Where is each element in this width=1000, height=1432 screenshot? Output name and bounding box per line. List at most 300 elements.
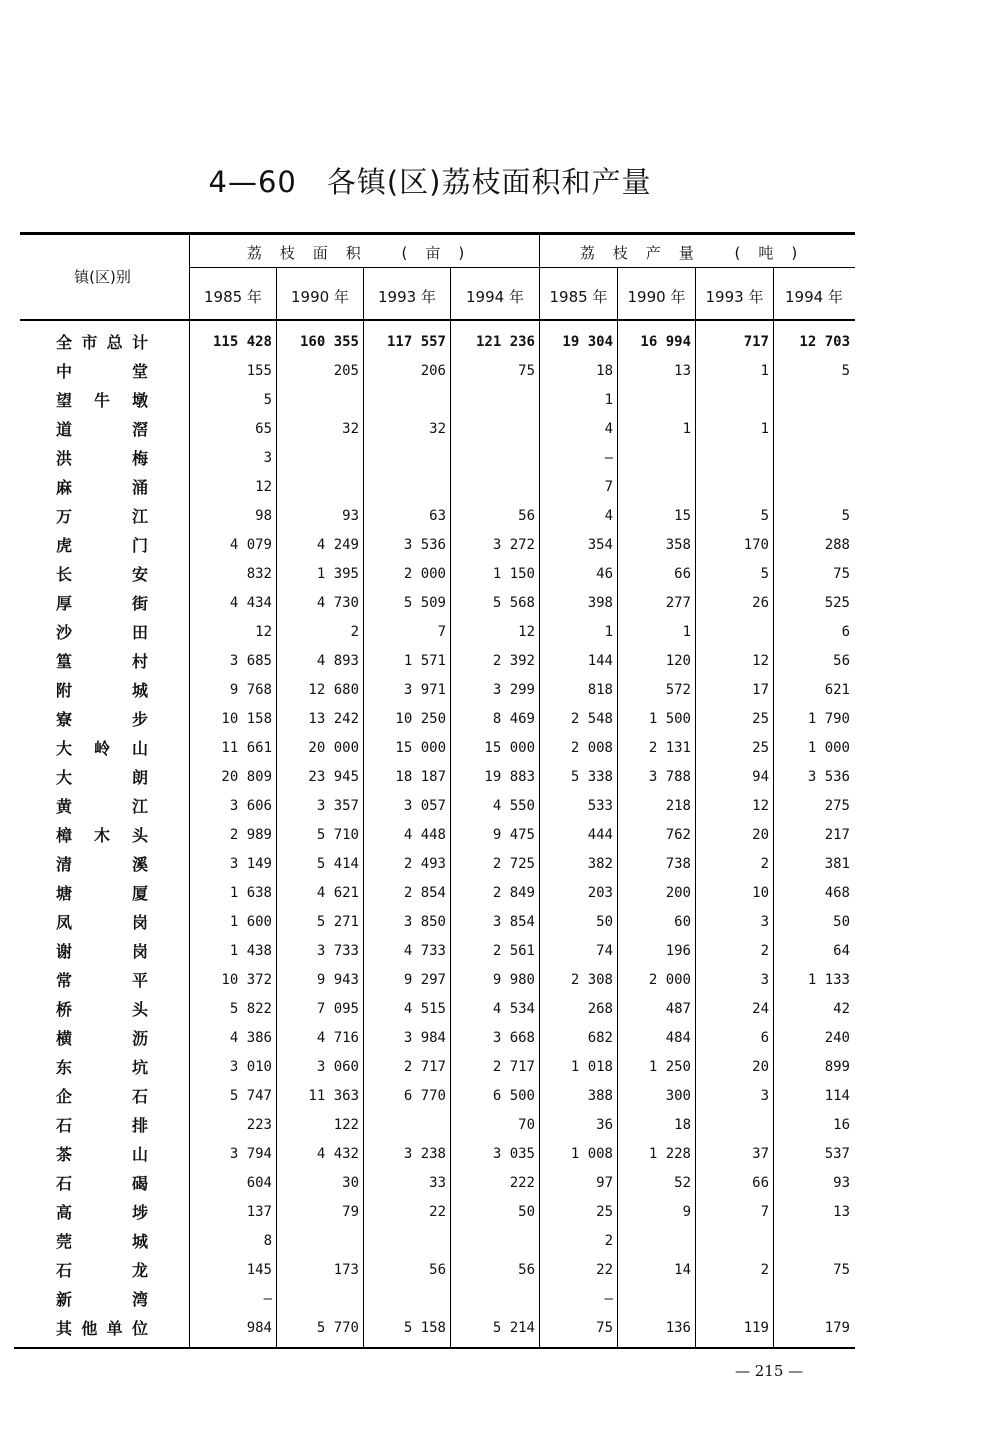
town-name: 樟 木 头 (56, 826, 148, 845)
table-row (0, 502, 860, 531)
value-cell: 382 (587, 856, 613, 872)
value-cell: 381 (824, 856, 850, 872)
value-cell: 3 854 (492, 914, 535, 930)
value-cell: 12 (255, 624, 272, 640)
value-cell: 5 509 (403, 595, 446, 611)
table-row (0, 386, 860, 415)
value-cell: 444 (587, 827, 613, 843)
value-cell: 2 717 (403, 1059, 446, 1075)
value-cell: 5 710 (316, 827, 359, 843)
value-cell: 2 000 (403, 566, 446, 582)
table-row (0, 1053, 860, 1082)
value-cell: 682 (587, 1030, 613, 1046)
value-cell: 10 (752, 885, 769, 901)
value-cell: 93 (342, 508, 359, 524)
value-cell: 1 638 (229, 885, 272, 901)
value-cell: 1 228 (648, 1146, 691, 1162)
value-cell: 74 (596, 943, 613, 959)
year-header: 1993 年 (378, 288, 436, 306)
value-cell: 3 984 (403, 1030, 446, 1046)
value-cell: 97 (596, 1175, 613, 1191)
town-name: 高 埗 (56, 1203, 148, 1222)
table-row (0, 966, 860, 995)
value-cell: 12 703 (799, 334, 850, 350)
town-name: 虎 门 (56, 536, 148, 555)
top-rule (20, 232, 855, 235)
value-cell: 4 550 (492, 798, 535, 814)
value-cell: 1 500 (648, 711, 691, 727)
value-cell: 4 448 (403, 827, 446, 843)
value-cell: 3 238 (403, 1146, 446, 1162)
value-cell: 18 (674, 1117, 691, 1133)
value-cell: 160 355 (299, 334, 359, 350)
value-cell: 3 060 (316, 1059, 359, 1075)
table-row (0, 908, 860, 937)
value-cell: 738 (665, 856, 691, 872)
town-name: 万 江 (56, 507, 148, 526)
town-name: 大 朗 (56, 768, 148, 787)
value-cell: 3 536 (403, 537, 446, 553)
value-cell: 11 661 (221, 740, 272, 756)
value-cell: 63 (429, 508, 446, 524)
value-cell: 484 (665, 1030, 691, 1046)
value-cell: 30 (342, 1175, 359, 1191)
value-cell: 2 (760, 1262, 769, 1278)
value-cell: 66 (752, 1175, 769, 1191)
value-cell: 5 (841, 363, 850, 379)
town-name: 桥 头 (56, 1000, 148, 1019)
value-cell: 145 (246, 1262, 272, 1278)
value-cell: — (604, 450, 613, 466)
value-cell: 4 733 (403, 943, 446, 959)
year-header: 1994 年 (785, 288, 843, 306)
town-name: 新 湾 (56, 1290, 148, 1309)
value-cell: 20 809 (221, 769, 272, 785)
value-cell: 6 (841, 624, 850, 640)
town-name: 长 安 (56, 565, 148, 584)
year-header: 1990 年 (627, 288, 686, 306)
value-cell: 170 (743, 537, 769, 553)
value-cell: 2 392 (492, 653, 535, 669)
value-cell: 9 980 (492, 972, 535, 988)
value-cell: 268 (587, 1001, 613, 1017)
value-cell: 832 (246, 566, 272, 582)
value-cell: 3 788 (648, 769, 691, 785)
value-cell: 10 158 (221, 711, 272, 727)
table-caption: 各镇(区)荔枝面积和产量 (326, 165, 652, 199)
value-cell: 42 (833, 1001, 850, 1017)
value-cell: 6 770 (403, 1088, 446, 1104)
town-name: 谢 岗 (56, 942, 148, 961)
value-cell: 4 (604, 508, 613, 524)
table-number: 4—60 (208, 165, 297, 199)
value-cell: 2 (760, 943, 769, 959)
value-cell: 13 (833, 1204, 850, 1220)
value-cell: 3 733 (316, 943, 359, 959)
town-name: 附 城 (56, 681, 148, 700)
table-row (0, 879, 860, 908)
value-cell: 4 386 (229, 1030, 272, 1046)
value-cell: 70 (518, 1117, 535, 1133)
value-cell: 3 (760, 914, 769, 930)
town-name: 石 碣 (56, 1174, 148, 1193)
value-cell: 1 000 (807, 740, 850, 756)
value-cell: 537 (824, 1146, 850, 1162)
table-row (0, 560, 860, 589)
town-name: 塘 厦 (56, 884, 148, 903)
value-cell: 1 571 (403, 653, 446, 669)
value-cell: — (604, 1291, 613, 1307)
value-cell: 52 (674, 1175, 691, 1191)
value-cell: 7 095 (316, 1001, 359, 1017)
value-cell: 222 (509, 1175, 535, 1191)
value-cell: 9 (682, 1204, 691, 1220)
town-name: 全 市 总 计 (56, 333, 148, 352)
value-cell: 604 (246, 1175, 272, 1191)
value-cell: 56 (833, 653, 850, 669)
value-cell: 1 (604, 624, 613, 640)
town-name: 道 滘 (56, 420, 148, 439)
value-cell: 2 725 (492, 856, 535, 872)
value-cell: 6 (760, 1030, 769, 1046)
value-cell: 358 (665, 537, 691, 553)
value-cell: 10 250 (395, 711, 446, 727)
value-cell: 20 000 (308, 740, 359, 756)
value-cell: 79 (342, 1204, 359, 1220)
value-cell: 19 304 (562, 334, 613, 350)
value-cell: 5 822 (229, 1001, 272, 1017)
town-name: 厚 街 (56, 594, 148, 613)
town-name: 茶 山 (56, 1145, 148, 1164)
value-cell: 4 434 (229, 595, 272, 611)
town-name: 石 龙 (56, 1261, 148, 1280)
value-cell: 46 (596, 566, 613, 582)
value-cell: 3 (760, 972, 769, 988)
value-cell: 5 338 (570, 769, 613, 785)
value-cell: 818 (587, 682, 613, 698)
value-cell: 5 (760, 508, 769, 524)
value-cell: 4 (604, 421, 613, 437)
table-row (0, 705, 860, 734)
town-name: 大 岭 山 (56, 739, 148, 758)
town-name: 篁 村 (56, 652, 148, 671)
town-name: 寮 步 (56, 710, 148, 729)
value-cell: 275 (824, 798, 850, 814)
value-cell: 3 (263, 450, 272, 466)
value-cell: 5 (841, 508, 850, 524)
table-title (0, 160, 860, 201)
value-cell: 277 (665, 595, 691, 611)
value-cell: 218 (665, 798, 691, 814)
group-header-output: 荔枝产量 (吨) (579, 244, 816, 262)
value-cell: 115 428 (212, 334, 272, 350)
value-cell: 17 (752, 682, 769, 698)
value-cell: 119 (743, 1320, 769, 1336)
value-cell: 9 768 (229, 682, 272, 698)
value-cell: 20 (752, 1059, 769, 1075)
value-cell: 1 (760, 363, 769, 379)
value-cell: 2 561 (492, 943, 535, 959)
value-cell: 50 (833, 914, 850, 930)
value-cell: 217 (824, 827, 850, 843)
value-cell: 32 (342, 421, 359, 437)
value-cell: 240 (824, 1030, 850, 1046)
value-cell: 200 (665, 885, 691, 901)
value-cell: 2 849 (492, 885, 535, 901)
value-cell: 1 250 (648, 1059, 691, 1075)
group-header-area: 荔枝面积 (亩) (246, 244, 483, 262)
value-cell: 18 (596, 363, 613, 379)
value-cell: — (263, 1291, 272, 1307)
value-cell: 8 (263, 1233, 272, 1249)
value-cell: 12 (255, 479, 272, 495)
value-cell: 1 600 (229, 914, 272, 930)
value-cell: 36 (596, 1117, 613, 1133)
bottom-rule (14, 1347, 855, 1349)
value-cell: 14 (674, 1262, 691, 1278)
value-cell: 56 (429, 1262, 446, 1278)
value-cell: 4 534 (492, 1001, 535, 1017)
table-row (0, 850, 860, 879)
value-cell: 75 (833, 1262, 850, 1278)
value-cell: 5 568 (492, 595, 535, 611)
table-row (0, 415, 860, 444)
value-cell: 1 150 (492, 566, 535, 582)
value-cell: 1 (760, 421, 769, 437)
value-cell: 137 (246, 1204, 272, 1220)
value-cell: 2 308 (570, 972, 613, 988)
value-cell: 10 372 (221, 972, 272, 988)
value-cell: 525 (824, 595, 850, 611)
year-header: 1985 年 (549, 288, 608, 306)
row-label-header: 镇(区)别 (74, 268, 131, 286)
town-name: 沙 田 (56, 623, 148, 642)
value-cell: 3 357 (316, 798, 359, 814)
value-cell: 717 (743, 334, 769, 350)
value-cell: 16 (833, 1117, 850, 1133)
value-cell: 388 (587, 1088, 613, 1104)
value-cell: 9 475 (492, 827, 535, 843)
table-row (0, 821, 860, 850)
value-cell: 15 (674, 508, 691, 524)
value-cell: 9 943 (316, 972, 359, 988)
table-row (0, 444, 860, 473)
value-cell: 1 018 (570, 1059, 613, 1075)
value-cell: 621 (824, 682, 850, 698)
table-row (0, 1198, 860, 1227)
value-cell: 2 (350, 624, 359, 640)
value-cell: 3 971 (403, 682, 446, 698)
value-cell: 114 (824, 1088, 850, 1104)
value-cell: 1 (682, 624, 691, 640)
table-row (0, 763, 860, 792)
value-cell: 13 (674, 363, 691, 379)
table-row (0, 937, 860, 966)
value-cell: 18 187 (395, 769, 446, 785)
town-name: 洪 梅 (56, 449, 148, 468)
value-cell: 5 770 (316, 1320, 359, 1336)
table-row (0, 618, 860, 647)
value-cell: 65 (255, 421, 272, 437)
value-cell: 1 438 (229, 943, 272, 959)
value-cell: 93 (833, 1175, 850, 1191)
value-cell: 1 133 (807, 972, 850, 988)
value-cell: 223 (246, 1117, 272, 1133)
value-cell: 5 271 (316, 914, 359, 930)
value-cell: 75 (596, 1320, 613, 1336)
table-row (0, 1082, 860, 1111)
value-cell: 50 (596, 914, 613, 930)
value-cell: 5 (263, 392, 272, 408)
header-group-rule (189, 267, 855, 268)
value-cell: 25 (596, 1204, 613, 1220)
table-row (0, 1169, 860, 1198)
value-cell: 4 730 (316, 595, 359, 611)
town-name: 石 排 (56, 1116, 148, 1135)
value-cell: 136 (665, 1320, 691, 1336)
table-row (0, 1111, 860, 1140)
value-cell: 98 (255, 508, 272, 524)
table-row (0, 647, 860, 676)
town-name: 凤 岗 (56, 913, 148, 932)
value-cell: 16 994 (640, 334, 691, 350)
year-header: 1990 年 (291, 288, 349, 306)
town-name: 横 沥 (56, 1029, 148, 1048)
value-cell: 3 606 (229, 798, 272, 814)
value-cell: 66 (674, 566, 691, 582)
value-cell: 5 414 (316, 856, 359, 872)
value-cell: 2 000 (648, 972, 691, 988)
value-cell: 12 (752, 653, 769, 669)
value-cell: 60 (674, 914, 691, 930)
value-cell: 4 079 (229, 537, 272, 553)
page-number: — 215 — (735, 1362, 804, 1380)
town-name: 其 他 单 位 (56, 1319, 148, 1338)
value-cell: 354 (587, 537, 613, 553)
value-cell: 9 297 (403, 972, 446, 988)
value-cell: 2 548 (570, 711, 613, 727)
table-row (0, 792, 860, 821)
value-cell: 33 (429, 1175, 446, 1191)
year-header: 1994 年 (466, 288, 524, 306)
table-row (0, 734, 860, 763)
value-cell: 24 (752, 1001, 769, 1017)
table-row (0, 328, 860, 357)
value-cell: 300 (665, 1088, 691, 1104)
table-row (0, 1256, 860, 1285)
value-cell: 1 395 (316, 566, 359, 582)
table-row (0, 589, 860, 618)
value-cell: 5 747 (229, 1088, 272, 1104)
value-cell: 3 035 (492, 1146, 535, 1162)
value-cell: 4 249 (316, 537, 359, 553)
value-cell: 572 (665, 682, 691, 698)
value-cell: 4 893 (316, 653, 359, 669)
table-row (0, 1024, 860, 1053)
value-cell: 12 (518, 624, 535, 640)
value-cell: 3 (760, 1088, 769, 1104)
value-cell: 3 850 (403, 914, 446, 930)
value-cell: 117 557 (386, 334, 446, 350)
value-cell: 20 (752, 827, 769, 843)
value-cell: 3 149 (229, 856, 272, 872)
value-cell: 173 (333, 1262, 359, 1278)
value-cell: 2 493 (403, 856, 446, 872)
value-cell: 2 854 (403, 885, 446, 901)
value-cell: 23 945 (308, 769, 359, 785)
value-cell: 3 299 (492, 682, 535, 698)
value-cell: 2 (604, 1233, 613, 1249)
value-cell: 7 (437, 624, 446, 640)
value-cell: 3 010 (229, 1059, 272, 1075)
value-cell: 64 (833, 943, 850, 959)
value-cell: 6 500 (492, 1088, 535, 1104)
table-row (0, 1140, 860, 1169)
value-cell: 3 536 (807, 769, 850, 785)
value-cell: 4 716 (316, 1030, 359, 1046)
town-name: 常 平 (56, 971, 148, 990)
value-cell: 398 (587, 595, 613, 611)
value-cell: 13 242 (308, 711, 359, 727)
value-cell: 3 668 (492, 1030, 535, 1046)
value-cell: 32 (429, 421, 446, 437)
value-cell: 533 (587, 798, 613, 814)
table-row (0, 531, 860, 560)
value-cell: 4 621 (316, 885, 359, 901)
town-name: 黄 江 (56, 797, 148, 816)
value-cell: 2 (760, 856, 769, 872)
table-row (0, 1285, 860, 1314)
value-cell: 75 (518, 363, 535, 379)
value-cell: 899 (824, 1059, 850, 1075)
value-cell: 122 (333, 1117, 359, 1133)
value-cell: 1 790 (807, 711, 850, 727)
value-cell: 5 (760, 566, 769, 582)
table-row (0, 676, 860, 705)
value-cell: 12 (752, 798, 769, 814)
value-cell: 196 (665, 943, 691, 959)
value-cell: 56 (518, 508, 535, 524)
value-cell: 4 515 (403, 1001, 446, 1017)
value-cell: 56 (518, 1262, 535, 1278)
value-cell: 1 (682, 421, 691, 437)
value-cell: 1 (604, 392, 613, 408)
value-cell: 4 432 (316, 1146, 359, 1162)
town-name: 莞 城 (56, 1232, 148, 1251)
town-name: 中 堂 (56, 362, 148, 381)
value-cell: 144 (587, 653, 613, 669)
value-cell: 2 717 (492, 1059, 535, 1075)
value-cell: 179 (824, 1320, 850, 1336)
value-cell: 203 (587, 885, 613, 901)
value-cell: 155 (246, 363, 272, 379)
value-cell: 15 000 (395, 740, 446, 756)
table-row (0, 357, 860, 386)
value-cell: 2 008 (570, 740, 613, 756)
value-cell: 468 (824, 885, 850, 901)
table-row (0, 1227, 860, 1256)
value-cell: 2 131 (648, 740, 691, 756)
value-cell: 1 008 (570, 1146, 613, 1162)
town-name: 麻 涌 (56, 478, 148, 497)
value-cell: 12 680 (308, 682, 359, 698)
value-cell: 121 236 (475, 334, 535, 350)
value-cell: 8 469 (492, 711, 535, 727)
value-cell: 15 000 (484, 740, 535, 756)
value-cell: 984 (246, 1320, 272, 1336)
value-cell: 75 (833, 566, 850, 582)
town-name: 清 溪 (56, 855, 148, 874)
